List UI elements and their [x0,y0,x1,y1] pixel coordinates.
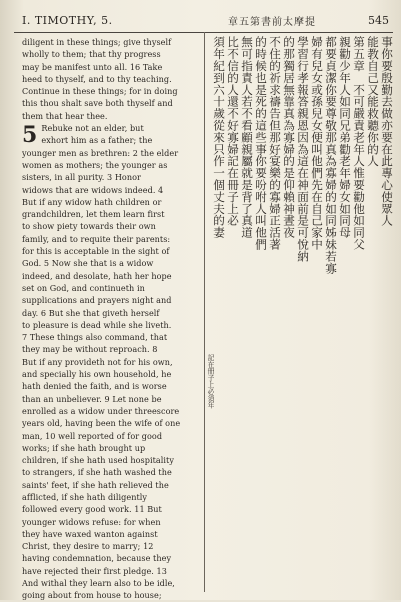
english-line: heed to thyself, and to thy teaching. [22,73,172,84]
english-line: have rejected their first pledge. 13 [22,565,167,576]
english-line: works; if she hath brought up [22,442,146,453]
english-line: women as mothers; the younger as [22,159,168,170]
english-line: they may be without reproach. 8 [22,344,158,355]
english-line: and specially his own household, he [22,369,172,380]
chinese-line: 須年紀到六十歲從來只作一個丈夫的妻 [212,36,226,239]
chinese-line: 親勸少年人如同兄弟勸老年婦女如同母 [338,36,352,239]
english-line: this thou shalt save both thyself and [22,98,173,109]
english-line: going about from house to house; [22,590,162,601]
english-line: followed every good work. 11 But [22,504,162,515]
chinese-line: 都要貞潔你要尊敬那真為寡婦的如同姊妹若寡 [324,36,338,274]
english-line: children, if she hath used hospitality [22,455,174,466]
chinese-column [206,36,394,584]
chinese-line: 無可指責人若不看顧親屬就是背了真道 [240,36,254,239]
english-line: may be manifest unto all. 16 Take [22,61,163,72]
english-line: widows that are widows indeed. 4 [22,184,164,195]
english-line: diligent in these things; give thyself [22,37,172,47]
english-line: family, and to requite their parents: [22,233,171,244]
english-line: to pleasure is dead while she liveth. [22,319,172,330]
chinese-side-note: 記在冊子上必須年 [206,354,214,409]
english-line: younger widows refuse: for when [22,516,161,527]
english-line: years old, having been the wife of one [22,418,181,429]
english-line: God. 5 Now she that is a widow [22,258,154,269]
chinese-line: 不住的祈求禱告但那好宴樂的寡婦正活著 [268,36,282,251]
english-line: they have waxed wanton against [22,528,158,539]
english-line: them that hear thee. [22,110,108,121]
english-line: afflicted, if she hath diligently [22,491,148,502]
english-line: But if any widow hath children or [22,196,162,207]
english-line: enrolled as a widow under threescore [22,405,180,416]
english-line: sisters, in all purity. 3 Honor [22,172,141,183]
english-line: Continue in these things; for in doing [22,86,178,97]
english-line: having condemnation, because they [22,553,172,564]
english-line: for this is acceptable in the sight of [22,246,170,257]
chinese-line: 的那獨居無靠真為寡婦的是仰賴神晝夜 [282,36,296,239]
english-line: saints' feet, if she hath relieved the [22,479,169,490]
column-divider [204,32,205,592]
chinese-line: 事你要殷勤去做亦要在此專心使眾人 [380,36,394,227]
chinese-line: 婦有兒女或孫兒女便叫他們先在自己家中 [310,36,324,251]
english-running-head: I. TIMOTHY, 5. [22,14,113,27]
english-line: indeed, and desolate, hath her hope [22,270,172,281]
english-column [22,36,200,602]
chapter-number: 5 [22,122,38,149]
chinese-line: 第五章 不可嚴責老年人惟要勸他如同父 [352,36,366,251]
english-line: man, 10 well reported of for good [22,430,163,441]
chinese-running-head: 章五第書前太摩提 [228,17,316,28]
chinese-line: 能教自己又能救聽你的人 [366,36,380,167]
english-line: Christ, they desire to marry; 12 [22,541,154,552]
chinese-line: 的時候也是死的這些事你要吩咐人叫他們 [254,36,268,251]
english-line: But if any provideth not for his own, [22,356,173,367]
english-line: to strangers, if she hath washed the [22,467,172,478]
page-number: 545 [368,14,389,27]
english-line: exhort him as a father; the [41,135,153,146]
english-line: supplications and prayers night and [22,295,172,306]
page-header [14,8,393,33]
english-line: hath denied the faith, and is worse [22,381,167,392]
chinese-line: 學習行孝報答親恩因為這在神面前是可悅納 [296,36,310,263]
english-line: And withal they learn also to be idle, [22,578,175,589]
english-line: set on God, and continueth in [22,282,145,293]
chinese-line: 比不信的人還不好寡婦記在冊子上必 [226,36,240,227]
english-line: than an unbeliever. 9 Let none be [22,393,162,404]
english-line: wholly to them; that thy progress [22,49,161,60]
english-line: younger men as brethren: 2 the elder [22,147,179,158]
english-line: 7 These things also command, that [22,332,168,343]
english-line: day. 6 But she that giveth herself [22,307,160,318]
english-line: to show piety towards their own [22,221,156,232]
english-line: Rebuke not an elder, but [41,123,144,134]
english-line: grandchildren, let them learn first [22,209,165,220]
